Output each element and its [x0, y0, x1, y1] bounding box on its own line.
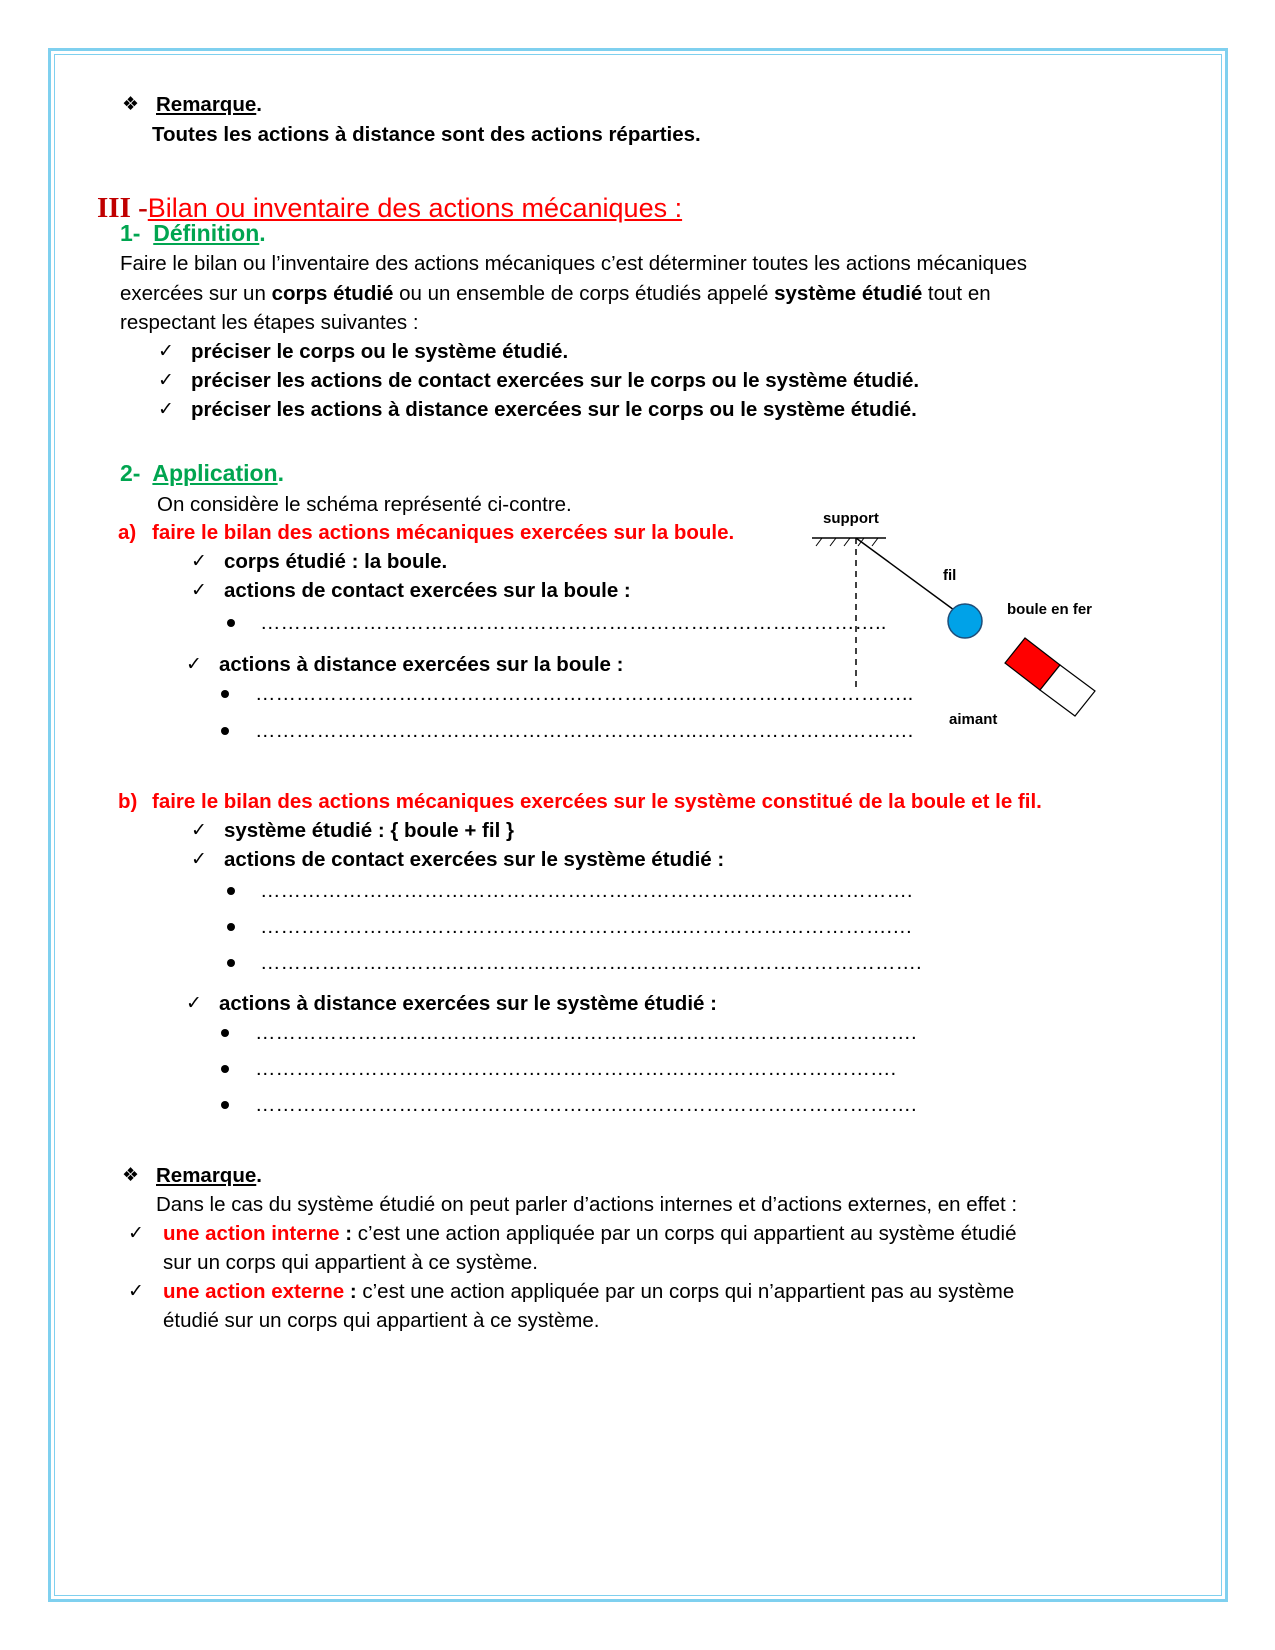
answer-line: ………………………………………………………………………………….	[255, 1057, 897, 1080]
support-hatching	[816, 538, 878, 546]
fil-string	[856, 538, 957, 610]
bullet-icon	[227, 619, 235, 627]
part-b-system: système étudié : { boule + fil }	[224, 819, 514, 842]
part-b-letter: b)	[118, 790, 138, 813]
part-a-letter: a)	[118, 521, 137, 544]
part-a-body: corps étudié : la boule.	[224, 550, 448, 573]
answer-line: ………………………………………………………………………………..	[260, 611, 887, 634]
step-item: préciser les actions à distance exercées sur le corps ou le système étudié.	[191, 398, 917, 421]
answer-line: …………………………………………………………………………………….	[255, 1021, 917, 1044]
definition-line-2: exercées sur un corps étudié ou un ensemble de corps étudiés appelé système étudié tout en	[120, 282, 991, 305]
section-title: III -Bilan ou inventaire des actions mécaniques :	[97, 192, 683, 224]
check-icon: ✓	[191, 849, 207, 870]
part-a-contact-label: actions de contact exercées sur la boule :	[224, 579, 631, 602]
remarque-heading: Remarque.	[156, 93, 262, 116]
bullet-icon	[227, 923, 235, 931]
check-icon: ✓	[158, 399, 174, 420]
part-b-distance-label: actions à distance exercées sur le système étudié :	[219, 992, 717, 1015]
check-icon: ✓	[158, 341, 174, 362]
check-icon: ✓	[128, 1281, 144, 1302]
check-icon: ✓	[128, 1223, 144, 1244]
check-icon: ✓	[158, 370, 174, 391]
answer-line: ……………………………………………………..………………………….…	[260, 915, 913, 938]
step-item: préciser les actions de contact exercées sur le corps ou le système étudié.	[191, 369, 920, 392]
remarque2-heading: Remarque.	[156, 1164, 262, 1187]
boule-label: boule en fer	[1007, 601, 1093, 618]
answer-line: ………………………………………………………..………………….……….	[255, 719, 914, 742]
step-item: préciser le corps ou le système étudié.	[191, 340, 569, 363]
application-heading: 2- Application.	[120, 460, 285, 486]
bullet-icon	[221, 690, 229, 698]
check-icon: ✓	[186, 654, 202, 675]
answer-line: …………………………………………………………………………………….	[255, 1093, 917, 1116]
part-b-contact-label: actions de contact exercées sur le système étudié :	[224, 848, 725, 871]
bullet-icon	[221, 1101, 229, 1109]
answer-line: ……………………………………………………………..…………………….	[260, 879, 913, 902]
pendulum-magnet-diagram	[800, 505, 1120, 740]
application-intro: On considère le schéma représenté ci-contre.	[157, 493, 572, 516]
fil-label: fil	[943, 567, 957, 584]
bullet-icon	[227, 959, 235, 967]
aimant-label: aimant	[949, 711, 998, 728]
check-icon: ✓	[186, 993, 202, 1014]
bullet-icon	[221, 727, 229, 735]
answer-line: ………………………………………………………..…………………………..	[255, 682, 914, 705]
remarque2-intro: Dans le cas du système étudié on peut parler d’actions internes et d’actions externes, en effet :	[156, 1193, 1018, 1216]
part-b-question: faire le bilan des actions mécaniques exercées sur le système constitué de la boule et le fil.	[152, 790, 1042, 813]
support-label: support	[823, 510, 879, 527]
definition-heading: 1- Définition.	[120, 220, 266, 246]
definition-line-3: respectant les étapes suivantes :	[120, 311, 419, 334]
answer-line: …………………………………………………………………………………….	[260, 951, 922, 974]
diamond-bullet-icon: ❖	[122, 94, 140, 115]
bullet-icon	[221, 1065, 229, 1073]
check-icon: ✓	[191, 820, 207, 841]
check-icon: ✓	[191, 551, 207, 572]
iron-ball	[948, 604, 982, 638]
interne-definition: une action interne : c’est une action appliquée par un corps qui appartient au système étudié	[163, 1222, 1017, 1245]
remarque-text: Toutes les actions à distance sont des actions réparties.	[152, 123, 701, 146]
part-a-distance-label: actions à distance exercées sur la boule :	[219, 653, 624, 676]
externe-definition-cont: étudié sur un corps qui appartient à ce système.	[163, 1309, 600, 1332]
check-icon: ✓	[191, 580, 207, 601]
interne-definition-cont: sur un corps qui appartient à ce système.	[163, 1251, 538, 1274]
bullet-icon	[221, 1029, 229, 1037]
definition-line-1: Faire le bilan ou l’inventaire des actions mécaniques c’est déterminer toutes les actions mécaniques	[120, 252, 1028, 275]
externe-definition: une action externe : c’est une action appliquée par un corps qui n’appartient pas au système	[163, 1280, 1015, 1303]
bullet-icon	[227, 887, 235, 895]
diamond-bullet-icon: ❖	[122, 1165, 140, 1186]
part-a-question: faire le bilan des actions mécaniques exercées sur la boule.	[152, 521, 735, 544]
